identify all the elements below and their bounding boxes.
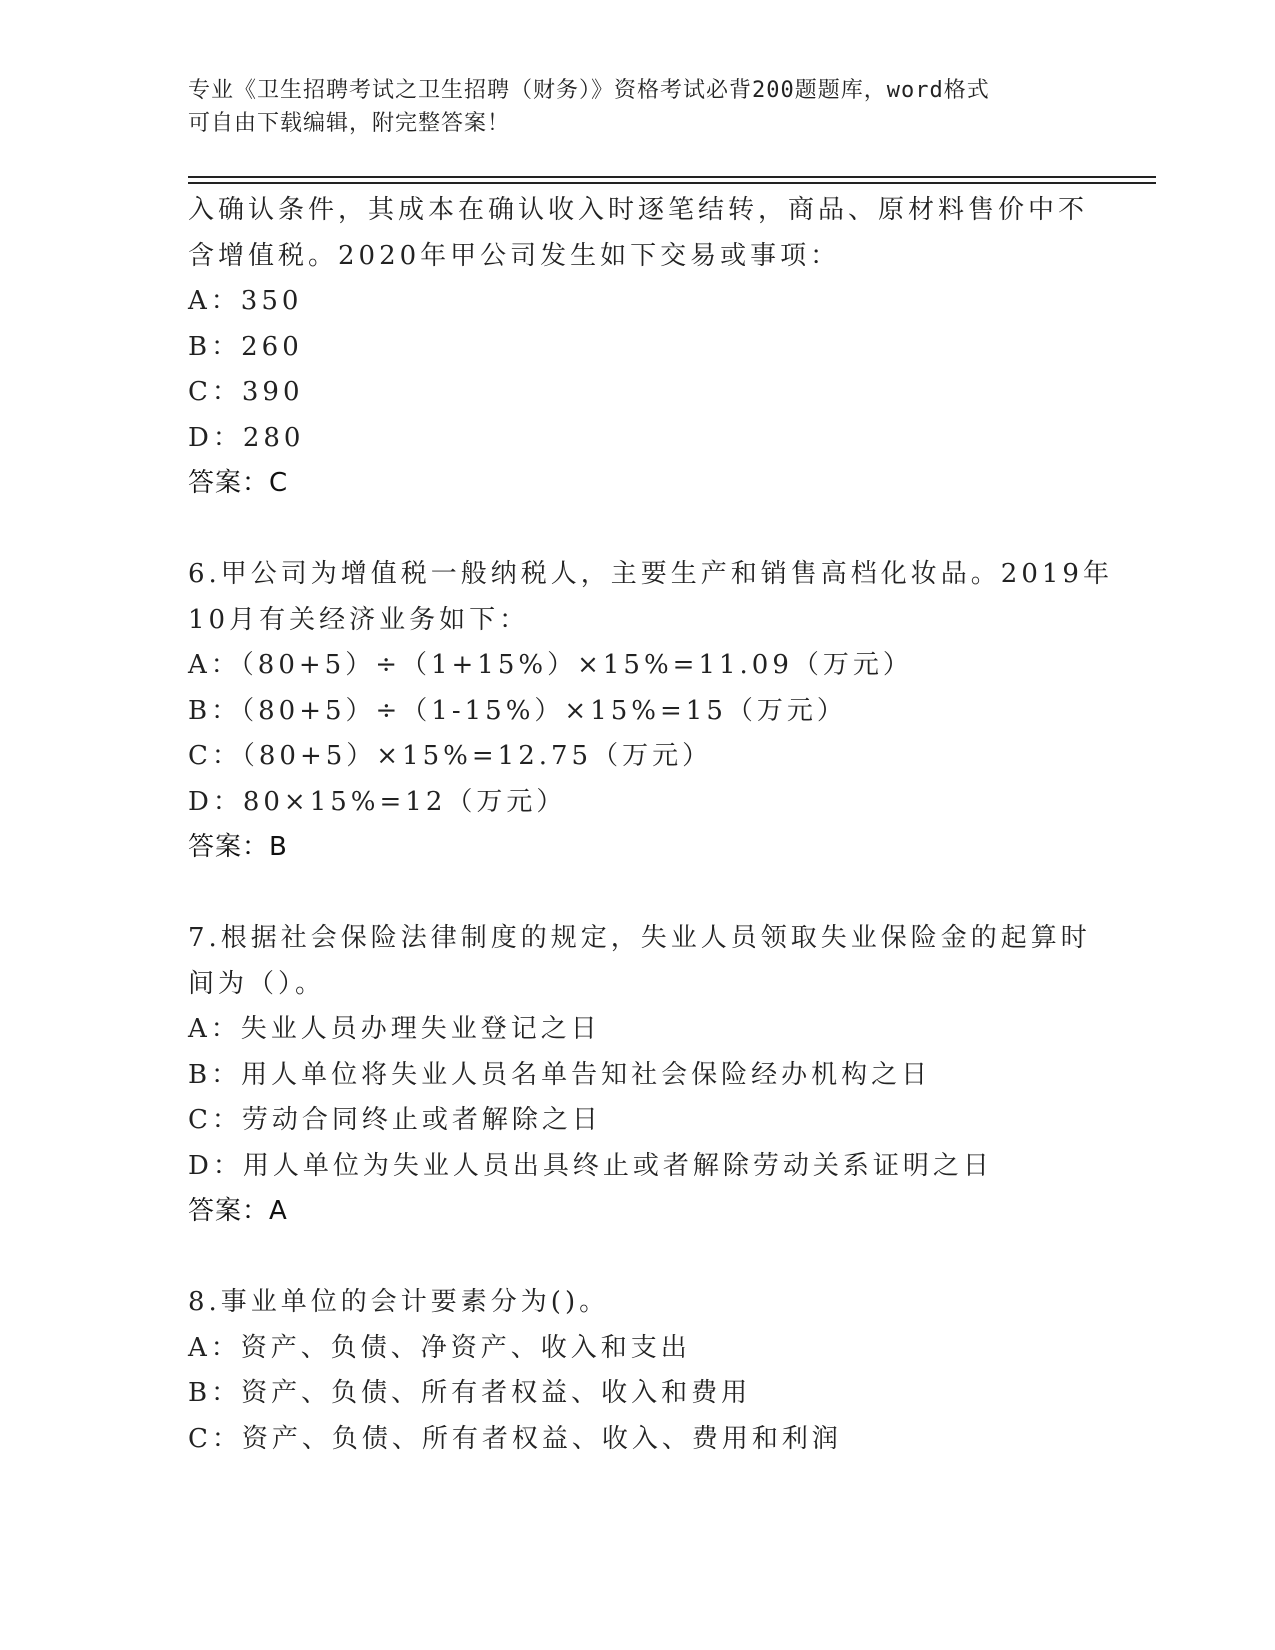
option-a: A：（80+5）÷（1+15%）×15%=11.09（万元） (188, 650, 913, 680)
header-rule-bottom (188, 182, 1156, 184)
option-c: C：（80+5）×15%=12.75（万元） (188, 741, 713, 771)
header-rule-top (188, 176, 1156, 178)
option-b: B：260 (188, 331, 303, 362)
answer-line: 答案：C (188, 468, 289, 498)
option-b: B：资产、负债、所有者权益、收入和费用 (188, 1378, 752, 1408)
option-d: D：280 (188, 422, 305, 453)
question-block-7 (188, 916, 1091, 1235)
spacer (188, 871, 1088, 917)
option-d: D：80×15%=12（万元） (188, 786, 567, 817)
question-text-line: 7.根据社会保险法律制度的规定，失业人员领取失业保险金的起算时 (188, 923, 1091, 953)
answer-line: 答案：A (188, 1196, 288, 1226)
option-c: C：资产、负债、所有者权益、收入、费用和利润 (188, 1423, 842, 1454)
question-block-6 (188, 552, 1113, 871)
option-a: A：350 (188, 286, 303, 316)
question-text-line: 入确认条件，其成本在确认收入时逐笔结转，商品、原材料售价中不 (188, 195, 1089, 225)
header-title-line-2: 可自由下载编辑，附完整答案！ (188, 111, 511, 136)
spacer (188, 1235, 1088, 1281)
document-header (188, 74, 1088, 140)
header-title-line-1: 专业《卫生招聘考试之卫生招聘（财务）》资格考试必背200题题库，word格式 (188, 78, 990, 103)
option-d: D：用人单位为失业人员出具终止或者解除劳动关系证明之日 (188, 1150, 993, 1181)
answer-line: 答案：B (188, 832, 288, 862)
spacer (188, 507, 1088, 553)
question-text-line: 10月有关经济业务如下： (188, 604, 530, 635)
option-b: B：用人单位将失业人员名单告知社会保险经办机构之日 (188, 1059, 932, 1090)
question-text-line: 6.甲公司为增值税一般纳税人，主要生产和销售高档化妆品。2019年 (188, 559, 1113, 589)
question-text-line: 8.事业单位的会计要素分为()。 (188, 1287, 610, 1317)
question-text-line: 间为（）。 (188, 968, 326, 999)
option-a: A：资产、负债、净资产、收入和支出 (188, 1332, 691, 1363)
question-text-line: 含增值税。2020年甲公司发生如下交易或事项： (188, 240, 841, 271)
question-block-5-continued (188, 188, 1088, 507)
question-content (188, 188, 1113, 1462)
option-b: B：（80+5）÷（1-15%）×15%=15（万元） (188, 695, 847, 726)
question-block-8 (188, 1280, 1088, 1462)
option-a: A：失业人员办理失业登记之日 (188, 1014, 601, 1044)
option-c: C：劳动合同终止或者解除之日 (188, 1105, 602, 1135)
option-c: C：390 (188, 377, 304, 407)
